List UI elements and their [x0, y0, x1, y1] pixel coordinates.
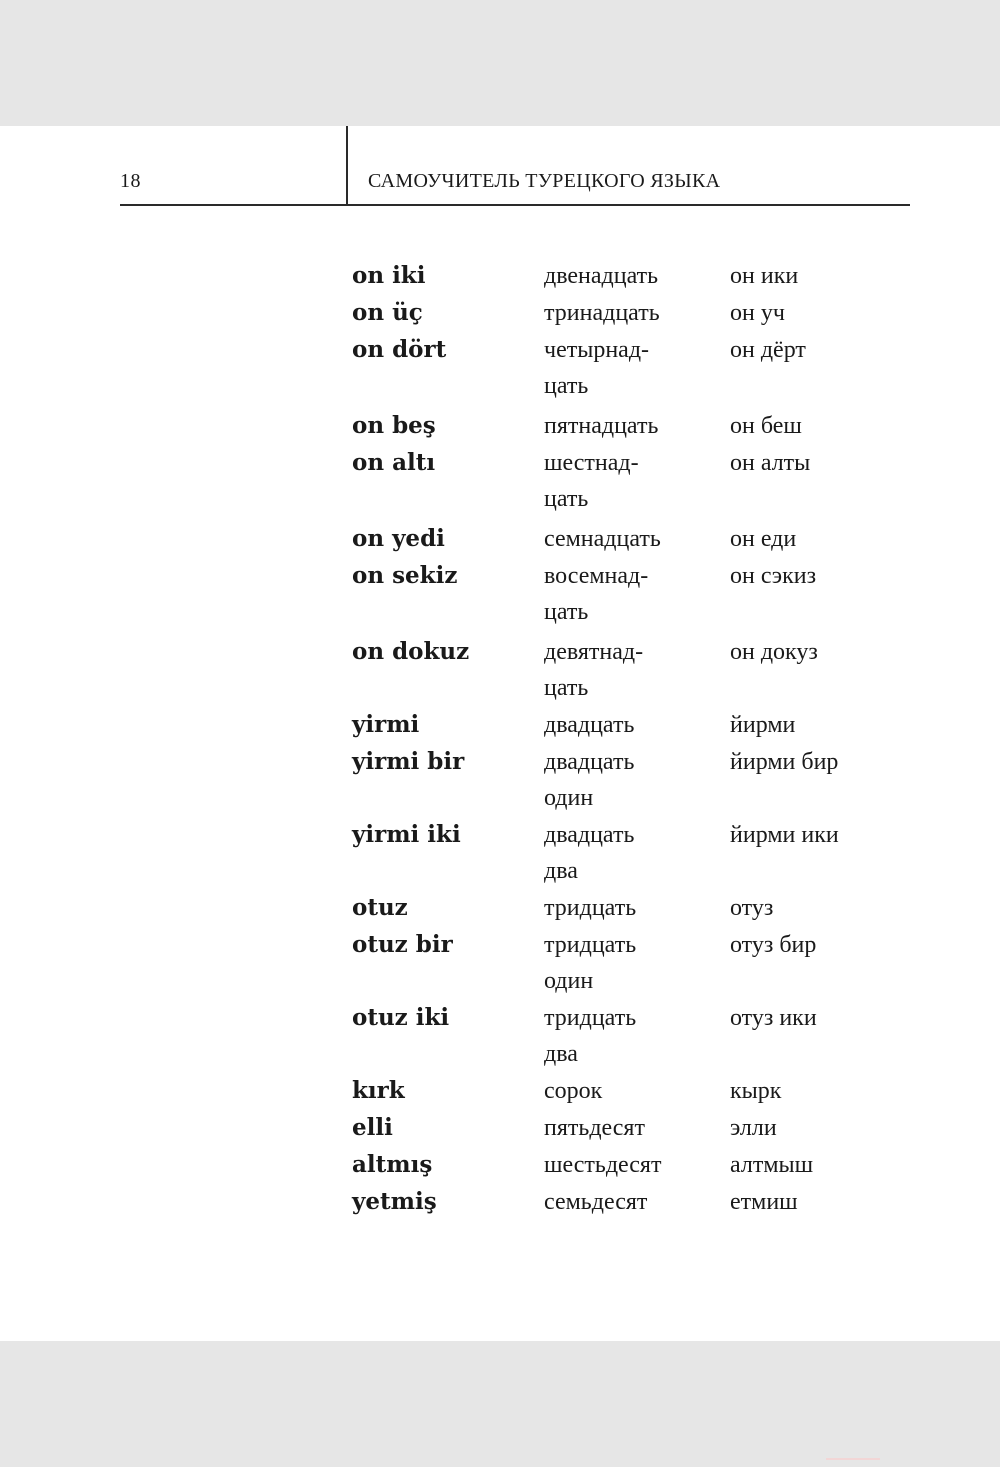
table-row [352, 521, 912, 558]
table-row [352, 1110, 912, 1147]
table-row [352, 1073, 912, 1110]
turkish-word: on beş [352, 412, 436, 439]
russian-translation-continuation: цать [544, 373, 589, 399]
pronunciation: етмиш [730, 1189, 798, 1215]
russian-translation: семнадцать [544, 526, 661, 552]
russian-translation: сорок [544, 1078, 603, 1104]
russian-translation [544, 817, 730, 890]
russian-translation [544, 744, 730, 817]
russian-translation-line: девятнад- [544, 639, 644, 665]
table-row [352, 634, 912, 707]
turkish-word: yetmiş [352, 1188, 437, 1215]
table-row [352, 1147, 912, 1184]
turkish-word: on sekiz [352, 562, 458, 589]
russian-translation: двадцать [544, 712, 635, 738]
russian-translation [544, 445, 730, 521]
russian-translation [544, 634, 730, 707]
pronunciation: алтмыш [730, 1152, 814, 1178]
russian-translation: пятьдесят [544, 1115, 645, 1141]
russian-translation-continuation: один [544, 785, 594, 811]
russian-translation-line: тридцать [544, 1005, 637, 1031]
russian-translation-continuation: цать [544, 599, 589, 625]
pronunciation: он сэкиз [730, 563, 817, 589]
table-row [352, 445, 912, 521]
pronunciation: отуз ики [730, 1005, 817, 1031]
book-page [0, 126, 1000, 1341]
page-number: 18 [120, 170, 141, 192]
table-row [352, 295, 912, 332]
pronunciation: он еди [730, 526, 797, 552]
russian-translation-line: четырнад- [544, 337, 650, 363]
turkish-word: yirmi bir [352, 748, 465, 775]
turkish-word: on dokuz [352, 638, 470, 665]
turkish-word: on altı [352, 449, 436, 476]
pronunciation: он алты [730, 450, 811, 476]
turkish-word: on üç [352, 299, 423, 326]
russian-translation-line: шестнад- [544, 450, 639, 476]
pronunciation: он докуз [730, 639, 818, 665]
turkish-word: on dört [352, 336, 447, 363]
turkish-word: on yedi [352, 525, 445, 552]
russian-translation [544, 332, 730, 408]
russian-translation: шестьдесят [544, 1152, 662, 1178]
pronunciation: он уч [730, 300, 785, 326]
russian-translation: тринадцать [544, 300, 660, 326]
pronunciation: отуз бир [730, 932, 817, 958]
russian-translation-continuation: цать [544, 675, 589, 701]
turkish-word: otuz bir [352, 931, 453, 958]
turkish-word: otuz iki [352, 1004, 450, 1031]
russian-translation: двенадцать [544, 263, 659, 289]
table-row [352, 744, 912, 817]
russian-translation-continuation: цать [544, 486, 589, 512]
pronunciation: он беш [730, 413, 802, 439]
turkish-word: on iki [352, 262, 426, 289]
russian-translation [544, 927, 730, 1000]
pronunciation: отуз [730, 895, 774, 921]
pronunciation: йирми ики [730, 822, 839, 848]
pronunciation: он ики [730, 263, 799, 289]
pronunciation: кырк [730, 1078, 782, 1104]
table-row [352, 332, 912, 408]
numbers-vocabulary-table [352, 258, 912, 1221]
table-row [352, 890, 912, 927]
russian-translation-line: двадцать [544, 822, 635, 848]
turkish-word: altmış [352, 1151, 433, 1178]
russian-translation [544, 1000, 730, 1073]
turkish-word: kırk [352, 1077, 405, 1104]
table-row [352, 558, 912, 634]
pronunciation: элли [730, 1115, 777, 1141]
pronunciation: он дёрт [730, 337, 806, 363]
pronunciation: йирми [730, 712, 796, 738]
turkish-word: elli [352, 1114, 393, 1141]
table-row [352, 927, 912, 1000]
running-title: САМОУЧИТЕЛЬ ТУРЕЦКОГО ЯЗЫКА [368, 170, 721, 192]
russian-translation-continuation: один [544, 968, 594, 994]
russian-translation-continuation: два [544, 858, 578, 884]
russian-translation: семьдесят [544, 1189, 648, 1215]
russian-translation-continuation: два [544, 1041, 578, 1067]
pronunciation: йирми бир [730, 749, 839, 775]
russian-translation [544, 558, 730, 634]
russian-translation: тридцать [544, 895, 637, 921]
table-row [352, 707, 912, 744]
russian-translation-line: восемнад- [544, 563, 649, 589]
turkish-word: yirmi [352, 711, 420, 738]
russian-translation-line: двадцать [544, 749, 635, 775]
table-row [352, 1184, 912, 1221]
table-row [352, 258, 912, 295]
table-row [352, 817, 912, 890]
turkish-word: otuz [352, 894, 408, 921]
table-row [352, 1000, 912, 1073]
running-header [120, 126, 910, 206]
turkish-word: yirmi iki [352, 821, 461, 848]
scan-artifact [826, 1458, 880, 1460]
russian-translation: пятнадцать [544, 413, 659, 439]
russian-translation-line: тридцать [544, 932, 637, 958]
table-row [352, 408, 912, 445]
header-divider [346, 126, 348, 204]
